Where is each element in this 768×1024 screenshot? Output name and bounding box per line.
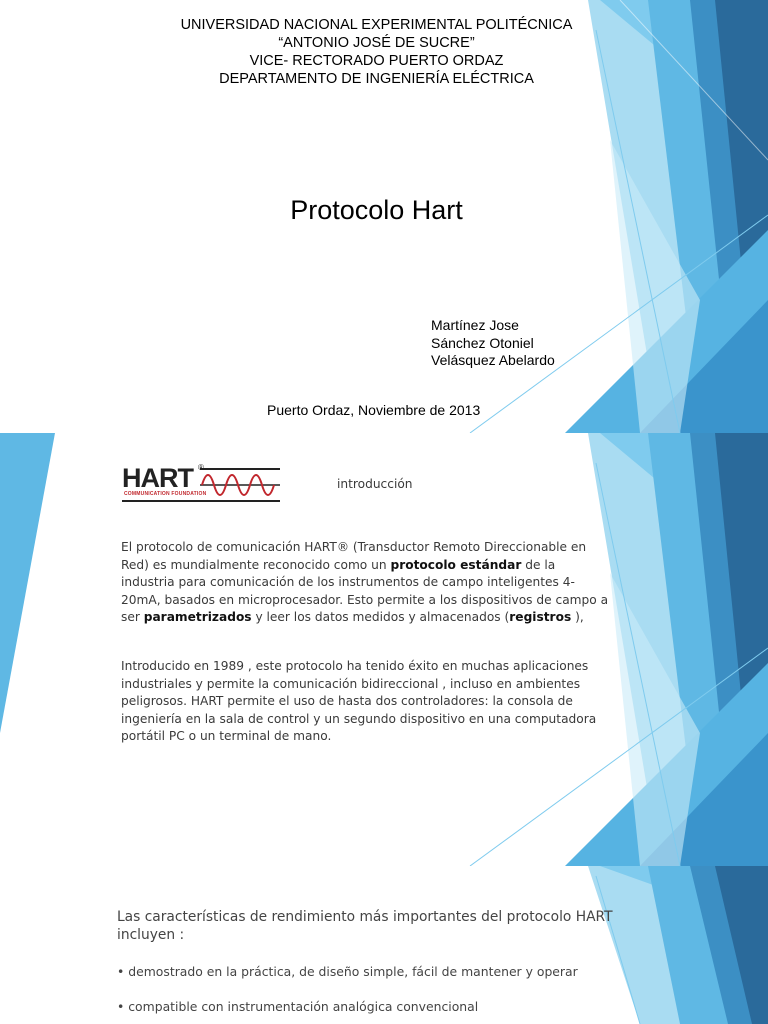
slide-decoration xyxy=(0,433,768,866)
logo-subtitle: COMMUNICATION FOUNDATION xyxy=(124,491,207,497)
hart-logo xyxy=(122,463,282,507)
paragraph-1 xyxy=(121,539,611,627)
author-name: Martínez Jose xyxy=(431,317,519,333)
bold-term: registros xyxy=(509,610,572,625)
header-line-4: DEPARTAMENTO DE INGENIERÍA ELÉCTRICA xyxy=(219,71,534,87)
slide-introduction xyxy=(0,433,768,866)
author-name: Sánchez Otoniel xyxy=(431,334,534,351)
institution-header xyxy=(120,16,633,88)
presentation-title: Protocolo Hart xyxy=(290,195,463,225)
header-line-1: UNIVERSIDAD NACIONAL EXPERIMENTAL POLITÉCNICA xyxy=(180,17,573,33)
author-name: Velásquez Abelardo xyxy=(431,352,555,368)
bullet-item: • demostrado en la práctica, de diseño simple, fácil de mantener y operar xyxy=(117,964,578,979)
header-line-2: “ANTONIO JOSÉ DE SUCRE” xyxy=(278,35,475,51)
bold-term: parametrizados xyxy=(143,610,252,625)
section-label: introducción xyxy=(337,477,413,491)
registered-mark: ® xyxy=(198,463,204,472)
header-line-3: VICE- RECTORADO PUERTO ORDAZ xyxy=(249,53,504,69)
paragraph-text: de la industria para comunicación de los instrumentos de campo inteligentes 4-20mA, basados en microprocesador. Esto permite a los dispositivos de campo a ser xyxy=(121,557,609,625)
bold-term: protocolo estándar xyxy=(390,557,522,572)
logo-wordmark: HART xyxy=(122,463,193,493)
slide-title xyxy=(0,0,768,433)
paragraph-text: y leer los datos medidos y almacenados ( xyxy=(251,610,510,625)
slide-characteristics xyxy=(0,866,768,1024)
paragraph-text: El protocolo de comunicación HART® (Transductor Remoto Direccionable en Red) es mundialmente reconocido como un xyxy=(121,540,587,572)
paragraph-text: ), xyxy=(571,610,584,625)
paragraph-2: Introducido en 1989 , este protocolo ha tenido éxito en muchas aplicaciones industriales y permite la comunicación bidireccional , incluso en ambientes peligrosos. HART permite el uso de hasta dos controladores: la consola de ingeniería en la sala de control y un segundo dispositivo en una computadora portátil PC o un terminal de mano. xyxy=(121,659,597,744)
presentation-date: Puerto Ordaz, Noviembre de 2013 xyxy=(267,402,481,418)
characteristics-intro: Las características de rendimiento más importantes del protocolo HART incluyen : xyxy=(117,909,613,943)
authors-list xyxy=(431,317,555,370)
bullet-item: • compatible con instrumentación analógica convencional xyxy=(117,999,479,1014)
